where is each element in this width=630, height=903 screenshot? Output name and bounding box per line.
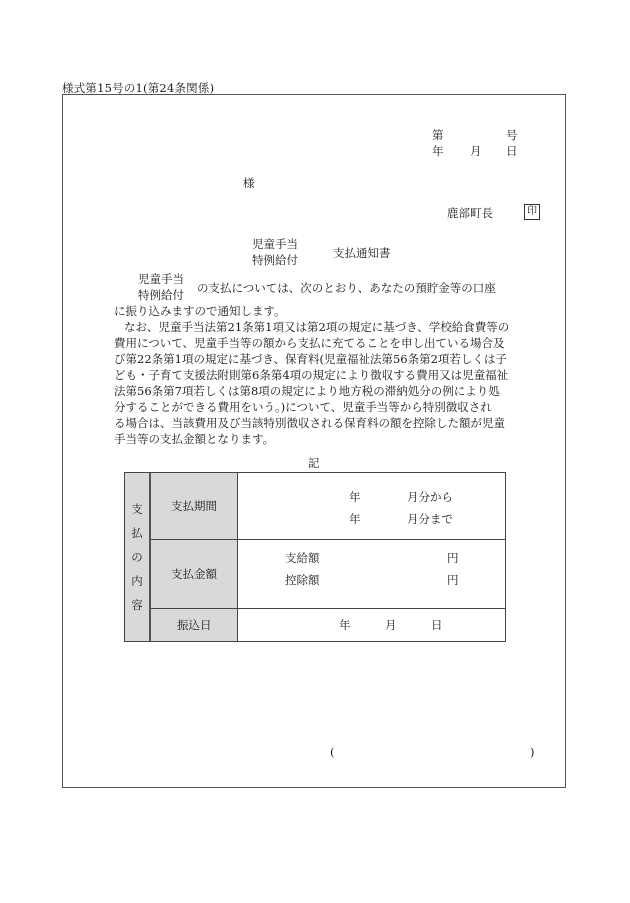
period-from: 月分から	[407, 490, 453, 504]
period-to: 月分まで	[407, 512, 453, 526]
para2-line: ども・子育て支援法附則第6条第4項の規定により徴収する費用又は児童福祉	[114, 368, 509, 382]
form-number-label: 様式第15号の1(第24条関係)	[62, 81, 215, 95]
number-suffix: 号	[506, 128, 518, 142]
para2-line: 法第56条第7項若しくは第8項の規定により地方税の滞納処分の例により処	[114, 384, 500, 398]
row-divider	[151, 539, 505, 540]
payment-details-table	[124, 472, 506, 642]
para2-line: 分することができる費用をいう。)について、児童手当等から特別徴収され	[114, 400, 492, 414]
footer-paren-open: (	[330, 745, 335, 759]
issuer-name: 鹿部町長	[447, 206, 493, 220]
para2-line: 手当等の支払金額となります。	[114, 432, 275, 446]
number-prefix: 第	[432, 128, 444, 142]
title-stack-line2: 特例給付	[252, 253, 298, 267]
date-year: 年	[432, 144, 444, 158]
yen-unit-2: 円	[447, 573, 459, 587]
document-title: 支払通知書	[333, 246, 391, 260]
para2-line: び第22条第1項の規定に基づき、保育料(児童福祉法第56条第2項若しくは子	[114, 352, 507, 366]
title-type-stack	[252, 236, 298, 268]
period-label: 支払期間	[171, 499, 217, 513]
transfer-day: 日	[431, 618, 443, 632]
yen-unit-1: 円	[447, 551, 459, 565]
date-month: 月	[470, 144, 482, 158]
payment-amount-label: 支給額	[285, 551, 320, 565]
transfer-month: 月	[385, 618, 397, 632]
body-line-2: に振り込みますので通知します。	[114, 304, 286, 318]
date-day: 日	[506, 144, 518, 158]
para2-line: る場合は、当該費用及び当該特別徴収される保育料の額を控除した額が児童	[114, 416, 505, 430]
seal-stamp: 印	[524, 204, 540, 220]
side-char: 支	[131, 502, 143, 516]
addressee-suffix: 様	[243, 176, 255, 190]
footer-paren-close: )	[530, 745, 535, 759]
row-divider	[151, 608, 505, 609]
amount-label: 支払金額	[171, 567, 217, 581]
side-char: 内	[131, 574, 143, 588]
title-stack-line1: 児童手当	[252, 237, 298, 251]
body-type-stack	[138, 271, 184, 303]
transfer-date-label: 振込日	[177, 618, 212, 632]
body-line-1: の支払については、次のとおり、あなたの預貯金等の口座	[197, 281, 496, 295]
label-divider	[237, 473, 238, 641]
period-year-2: 年	[349, 512, 361, 526]
side-char: 払	[131, 526, 143, 540]
side-char: の	[131, 550, 143, 564]
para2-line: 費用について、児童手当等の額から支払に充てることを申し出ている場合及	[114, 336, 505, 350]
period-year-1: 年	[349, 490, 361, 504]
side-char: 容	[131, 598, 143, 612]
body-stack-line2: 特例給付	[138, 288, 184, 302]
deduction-amount-label: 控除額	[285, 573, 320, 587]
body-stack-line1: 児童手当	[138, 272, 184, 286]
para2-line: なお、児童手当法第21条第1項又は第2項の規定に基づき、学校給食費等の	[124, 320, 510, 334]
transfer-year: 年	[339, 618, 351, 632]
ki-marker: 記	[308, 456, 320, 470]
